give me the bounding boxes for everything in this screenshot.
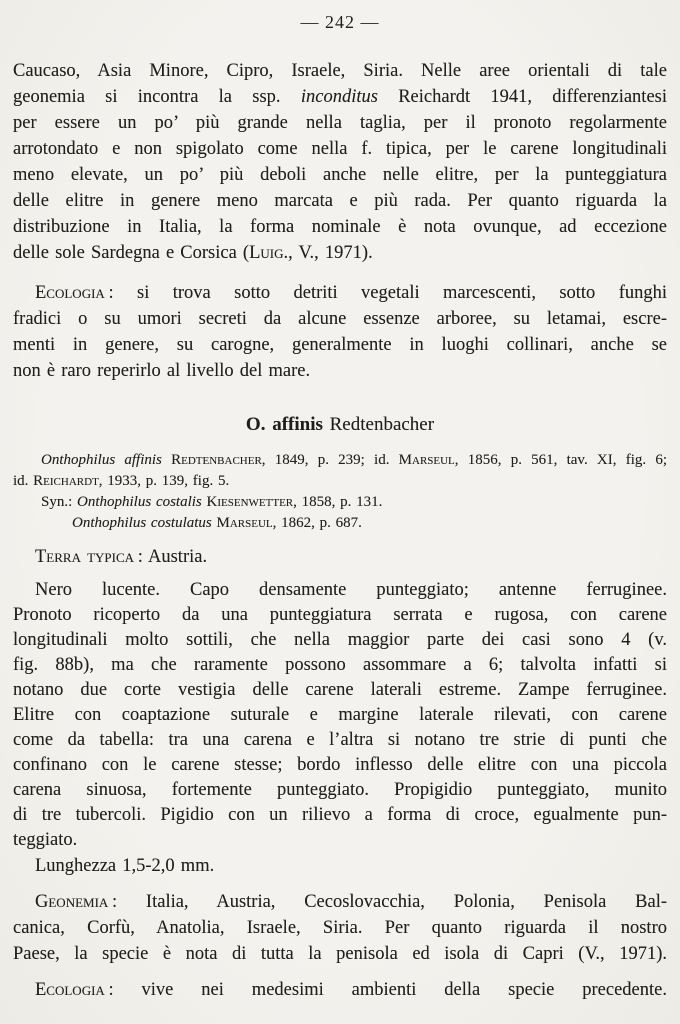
text-segment: distribuzione in Italia, la forma nominale è nota ovunque, ad eccezione <box>13 217 667 237</box>
smallcaps-text: Marseul <box>398 452 455 468</box>
text-segment: confinano con le carene stesse; bordo inflesso delle elitre con una piccola <box>13 755 667 775</box>
text-segment: come da tabella: tra una carena e l’altra si notano tre strie di punti che <box>13 730 667 750</box>
italic-text: inconditus <box>300 87 378 107</box>
text-line <box>13 544 667 570</box>
text-segment <box>162 452 171 468</box>
text-line <box>13 513 667 534</box>
text-segment: Paese, la specie è nota di tutta la penisola ed isola di Capri (V., 1971). <box>13 944 667 964</box>
text-line <box>13 306 667 332</box>
text-line <box>13 828 667 853</box>
text-segment: , 1933, p. 139, fig. 5. <box>98 473 230 489</box>
text-line <box>13 578 667 603</box>
text-segment: id. <box>13 473 34 489</box>
text-segment: meno elevate, un po’ più deboli anche nelle elitre, per la punteggiatura <box>13 165 667 185</box>
species-heading <box>13 412 667 438</box>
text-segment: delle elitre in genere meno marcata e più rada. Per quanto riguarda la <box>13 191 667 211</box>
paragraph-geonemia <box>13 889 667 967</box>
text-segment: non è raro reperirlo al livello del mare. <box>13 361 311 381</box>
text-segment: , 1862, p. 687. <box>272 515 362 531</box>
text-segment: di tre tubercoli. Pigidio con un rilievo a forma di croce, egualmente pun- <box>13 805 667 825</box>
smallcaps-text: Geonemia <box>35 892 109 912</box>
smallcaps-text: Ecologia <box>35 283 105 303</box>
text-segment: Lunghezza 1,5-2,0 mm. <box>35 856 215 876</box>
smallcaps-text: Reichardt <box>33 473 99 489</box>
terra-typica-line <box>13 544 667 570</box>
text-line <box>13 84 667 110</box>
text-line <box>13 853 667 879</box>
text-segment: Elitre con coaptazione suturale e margine laterale rilevati, con carene <box>13 705 667 725</box>
text-segment: : si trova sotto detriti vegetali marcescenti, sotto funghi <box>104 283 667 303</box>
text-line <box>13 753 667 778</box>
smallcaps-text: Marseul <box>216 515 273 531</box>
paragraph-ecology-second <box>13 977 667 1003</box>
synonymy-block <box>13 450 667 534</box>
text-segment: : vive nei medesimi ambienti della specie precedente. <box>104 980 667 1000</box>
text-line <box>13 653 667 678</box>
text-line <box>13 803 667 828</box>
text-line <box>13 603 667 628</box>
text-line <box>13 471 667 492</box>
text-segment: Caucaso, Asia Minore, Cipro, Israele, Siria. Nelle aree orientali di tale <box>13 61 667 81</box>
text-line <box>13 678 667 703</box>
text-segment: fig. 88b), ma che raramente possono assommare a 6; talvolta infatti si <box>13 655 667 675</box>
text-segment: Pronoto ricoperto da una punteggiatura serrata e rugosa, con carene <box>13 605 667 625</box>
text-segment: , 1849, p. 239; id. <box>261 452 399 468</box>
length-line <box>13 853 667 879</box>
text-segment: longitudinali molto sottili, che nella maggior parte dei casi sono 4 (v. <box>13 630 667 650</box>
smallcaps-text: Redtenbacher <box>171 452 262 468</box>
paragraph-description <box>13 578 667 853</box>
italic-text: Onthophilus affinis <box>41 452 162 468</box>
text-line <box>13 728 667 753</box>
text-line <box>13 628 667 653</box>
smallcaps-text: Ecologia <box>35 980 105 1000</box>
text-segment: delle sole Sardegna e Corsica ( <box>13 243 250 263</box>
text-segment: teggiato. <box>13 830 78 850</box>
text-segment: geonemia si incontra la ssp. <box>13 87 301 107</box>
paragraph-distribution-continuation <box>13 58 667 266</box>
text-segment: canica, Corfù, Anatolia, Israele, Siria. Per quanto riguarda il nostro <box>13 918 667 938</box>
text-line <box>13 703 667 728</box>
text-segment: arrotondato e non spigolato come nella f. tipica, per le carene longitudinali <box>13 139 667 159</box>
text-line <box>13 492 667 513</box>
paragraph-ecology-first <box>13 280 667 384</box>
species-name: O. affinis <box>245 414 323 435</box>
text-segment: : Italia, Austria, Cecoslovacchia, Polonia, Penisola Bal- <box>108 892 667 912</box>
text-segment: per essere un po’ più grande nella taglia, per il pronoto regolarmente <box>13 113 667 133</box>
text-segment: fradici o su umori secreti da alcune essenze arboree, su letamai, escre- <box>13 309 667 329</box>
text-line <box>13 58 667 84</box>
text-segment: Reichardt 1941, differenziantesi <box>377 87 667 107</box>
text-line <box>13 889 667 915</box>
text-line <box>13 240 667 266</box>
text-segment: , 1856, p. 561, tav. XI, fig. 6; <box>454 452 667 468</box>
text-segment: , 1858, p. 131. <box>293 494 383 510</box>
text-line <box>13 332 667 358</box>
text-line <box>13 110 667 136</box>
text-segment: carena sinuosa, fortemente punteggiato. Propigidio punteggiato, munito <box>13 780 667 800</box>
text-segment: menti in genere, su carogne, generalmente in luoghi collinari, anche se <box>13 335 667 355</box>
text-line <box>13 450 667 471</box>
text-line <box>13 280 667 306</box>
italic-text: Onthophilus costalis <box>77 494 202 510</box>
text-line <box>13 977 667 1003</box>
smallcaps-text: Kiesenwetter <box>206 494 294 510</box>
smallcaps-text: Luig. <box>249 243 289 263</box>
text-segment: notano due corte vestigia delle carene laterali estreme. Zampe ferruginee. <box>13 680 667 700</box>
species-author: Redtenbacher <box>322 414 435 435</box>
smallcaps-text: Terra typica <box>35 547 135 567</box>
text-line <box>13 188 667 214</box>
text-segment: Syn.: <box>41 494 78 510</box>
italic-text: Onthophilus costulatus <box>72 515 212 531</box>
text-line <box>13 778 667 803</box>
text-segment: , V., 1971). <box>288 243 373 263</box>
text-line <box>13 162 667 188</box>
text-segment: : Austria. <box>134 547 208 567</box>
text-line <box>13 915 667 941</box>
text-segment: Nero lucente. Capo densamente punteggiato; antenne ferruginee. <box>35 580 667 600</box>
text-line <box>13 214 667 240</box>
page-number: — 242 — <box>300 12 380 32</box>
text-line <box>13 941 667 967</box>
text-line <box>13 358 667 384</box>
text-line <box>13 136 667 162</box>
